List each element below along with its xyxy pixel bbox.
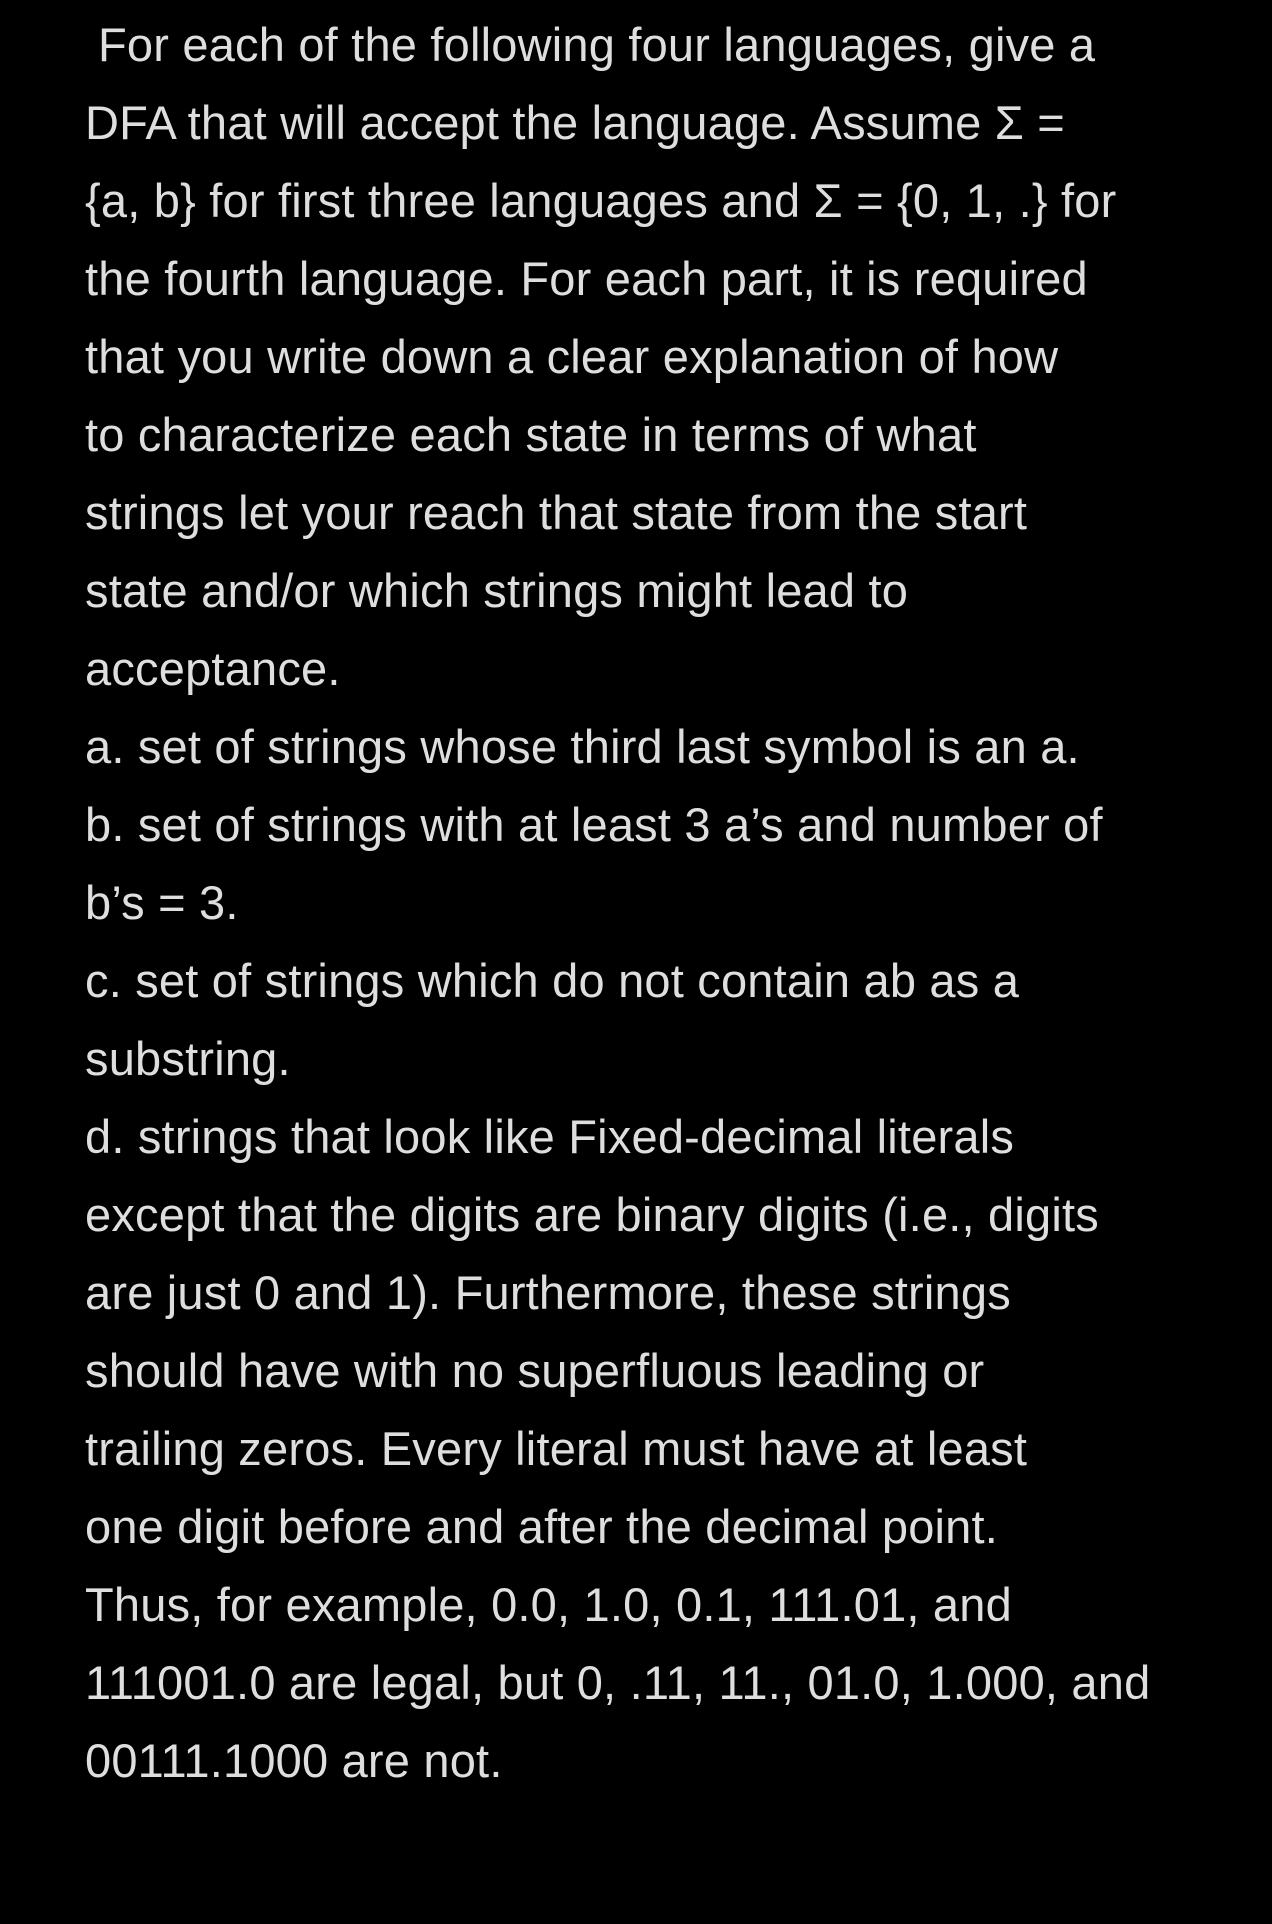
part-d-line: except that the digits are binary digits (i.e., digits: [85, 1188, 1099, 1241]
intro-line: to characterize each state in terms of what: [85, 408, 977, 461]
intro-line: DFA that will accept the language. Assume Σ =: [85, 96, 1065, 149]
part-d-line: trailing zeros. Every literal must have at least: [85, 1422, 1028, 1475]
part-d-line: are just 0 and 1). Furthermore, these strings: [85, 1266, 1011, 1319]
part-d-line: Thus, for example, 0.0, 1.0, 0.1, 111.01, and: [85, 1578, 1012, 1631]
part-d-line: d. strings that look like Fixed-decimal literals: [85, 1110, 1015, 1163]
intro-line: For each of the following four languages, give a: [98, 18, 1096, 71]
part-d-line: one digit before and after the decimal point.: [85, 1500, 999, 1553]
part-c-line: substring.: [85, 1032, 291, 1085]
note-text: [85, 6, 1205, 1800]
part-d-line: should have with no superfluous leading or: [85, 1344, 985, 1397]
part-d-line: 00111.1000 are not.: [85, 1734, 503, 1787]
intro-line: {a, b} for first three languages and Σ = {0, 1, .} for: [85, 174, 1117, 227]
intro-line: that you write down a clear explanation of how: [85, 330, 1059, 383]
intro-line: strings let your reach that state from the start: [85, 486, 1028, 539]
part-a-line: a. set of strings whose third last symbol is an a.: [85, 720, 1080, 773]
part-d-line: 111001.0 are legal, but 0, .11, 11., 01.0, 1.000, and: [85, 1656, 1151, 1709]
part-b-line: b. set of strings with at least 3 a’s and number of: [85, 798, 1103, 851]
part-c-line: c. set of strings which do not contain ab as a: [85, 954, 1020, 1007]
intro-line: the fourth language. For each part, it is required: [85, 252, 1088, 305]
intro-line: acceptance.: [85, 642, 341, 695]
intro-line: state and/or which strings might lead to: [85, 564, 909, 617]
part-b-line: b’s = 3.: [85, 876, 239, 929]
